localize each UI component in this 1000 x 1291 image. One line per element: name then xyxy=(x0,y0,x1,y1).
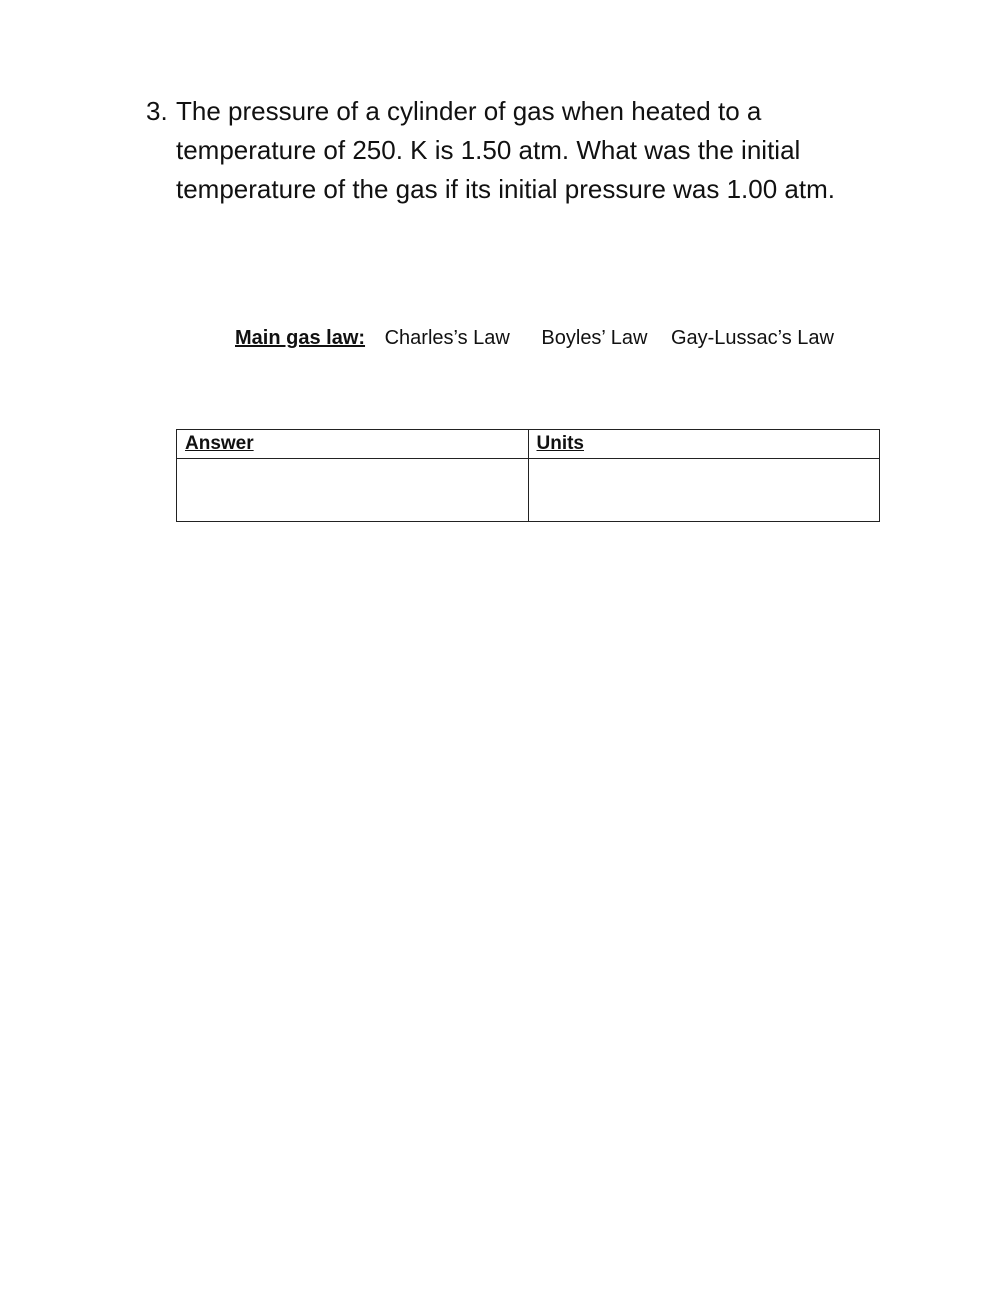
gas-law-selector xyxy=(235,324,834,352)
question-3 xyxy=(146,92,906,209)
question-number: 3. xyxy=(146,96,168,126)
question-text: The pressure of a cylinder of gas when heated to a temperature of 250. K is 1.50 atm. What was the initial temperature of the gas if its initial pressure was 1.00 atm. xyxy=(176,96,835,204)
option-boyles-law[interactable]: Boyles’ Law xyxy=(541,327,648,349)
answer-header: Answer xyxy=(177,430,529,459)
units-input-cell[interactable] xyxy=(528,459,880,522)
units-header: Units xyxy=(528,430,880,459)
answer-input-cell[interactable] xyxy=(177,459,529,522)
answer-table xyxy=(176,429,880,522)
option-gay-lussac-law[interactable]: Gay-Lussac’s Law xyxy=(670,327,834,349)
option-charles-law[interactable]: Charles’s Law xyxy=(384,327,510,349)
answer-table-header-row xyxy=(177,430,880,459)
answer-table-input-row xyxy=(177,459,880,522)
gas-law-label: Main gas law: xyxy=(235,327,366,349)
